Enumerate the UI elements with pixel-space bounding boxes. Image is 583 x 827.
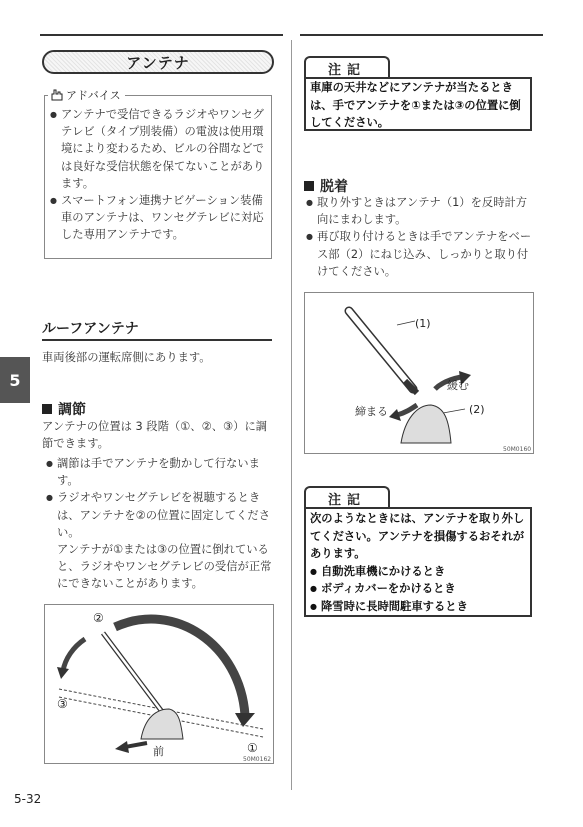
position-2-label: ② — [93, 611, 104, 625]
note2-item: ● ボディカバーをかけるとき — [310, 580, 530, 598]
square-bullet-icon — [42, 404, 52, 414]
figure-code: 50M0160 — [503, 446, 532, 453]
note1-tab — [304, 56, 390, 78]
position-1-label: ① — [247, 741, 258, 755]
note2-item: ● 自動洗車機にかけるとき — [310, 563, 530, 581]
removal-list — [306, 194, 534, 280]
column-divider — [291, 40, 292, 790]
note2-title: 注記 — [327, 492, 366, 508]
front-label: 前 — [153, 745, 164, 758]
note2-intro: 次のようなときには、アンテナを取り外してください。アンテナを損傷するおそれがあります。 — [310, 512, 525, 560]
removal-title: 脱着 — [320, 179, 348, 195]
adjustment-item: ● ラジオやワンセグテレビを視聴するときは、アンテナを②の位置に固定してください。 — [46, 489, 274, 541]
adjustment-extra: アンテナが①または③の位置に倒れていると、ラジオやワンセグテレビの受信が正常にできないことがあります。 — [57, 543, 272, 591]
pointing-hand-icon — [50, 89, 64, 101]
adjustment-intro: アンテナの位置は 3 段階（①、②、③）に調節できます。 — [42, 420, 268, 451]
removal-item: ● 再び取り付けるときは手でアンテナをベース部（2）にねじ込み、しっかりと取り付けてください。 — [306, 228, 534, 280]
position-3-label: ③ — [57, 697, 68, 711]
adjustment-title: 調節 — [58, 402, 86, 418]
page-number: 5-32 — [14, 792, 42, 806]
chapter-number: 5 — [9, 370, 21, 390]
adjustment-figure — [44, 604, 274, 764]
header-rule-left — [40, 34, 283, 36]
advice-item: ● スマートフォン連携ナビゲーション装備車のアンテナは、ワンセグテレビに対応した専用アンテナです。 — [50, 192, 268, 244]
advice-item: ● アンテナで受信できるラジオやワンセグテレビ（タイプ別装備）の電波は使用環境により変わるため、ビルの谷間などでは良好な受信状態を保てないことがあります。 — [50, 106, 268, 192]
figure-code: 50M0162 — [243, 756, 272, 763]
adjustment-item: ● 調節は手でアンテナを動かして行ないます。 — [46, 455, 274, 489]
roof-antenna-heading: ルーフアンテナ — [42, 321, 139, 337]
removal-item: ● 取り外すときはアンテナ（1）を反時計方向にまわします。 — [306, 194, 534, 228]
note2-tab — [304, 486, 390, 508]
loosen-label: 緩む — [447, 379, 469, 392]
antenna-part-label: (1) — [415, 317, 431, 330]
roof-antenna-location: 車両後部の運転席側にあります。 — [42, 351, 211, 364]
note2-content — [310, 510, 530, 615]
adjustment-heading — [42, 399, 86, 419]
chapter-tab — [0, 357, 30, 403]
tighten-label: 締まる — [355, 405, 388, 418]
section-title: アンテナ — [126, 53, 190, 72]
base-part-label: (2) — [469, 403, 485, 416]
note1-title: 注記 — [327, 62, 366, 78]
note2-item: ● 降雪時に長時間駐車するとき — [310, 598, 530, 616]
antenna-positions-illustration — [45, 605, 273, 763]
removal-figure — [304, 292, 534, 454]
advice-label-text: アドバイス — [66, 89, 121, 102]
removal-heading — [304, 176, 348, 196]
advice-body — [50, 106, 268, 244]
note1-text: 車庫の天井などにアンテナが当たるときは、手でアンテナを①または③の位置に倒してください。 — [310, 81, 521, 129]
section-title-pill — [42, 50, 274, 74]
square-bullet-icon — [304, 181, 314, 191]
adjustment-list — [46, 455, 274, 593]
roof-antenna-rule — [42, 339, 272, 341]
header-rule-right — [300, 34, 543, 36]
advice-label — [48, 87, 125, 103]
